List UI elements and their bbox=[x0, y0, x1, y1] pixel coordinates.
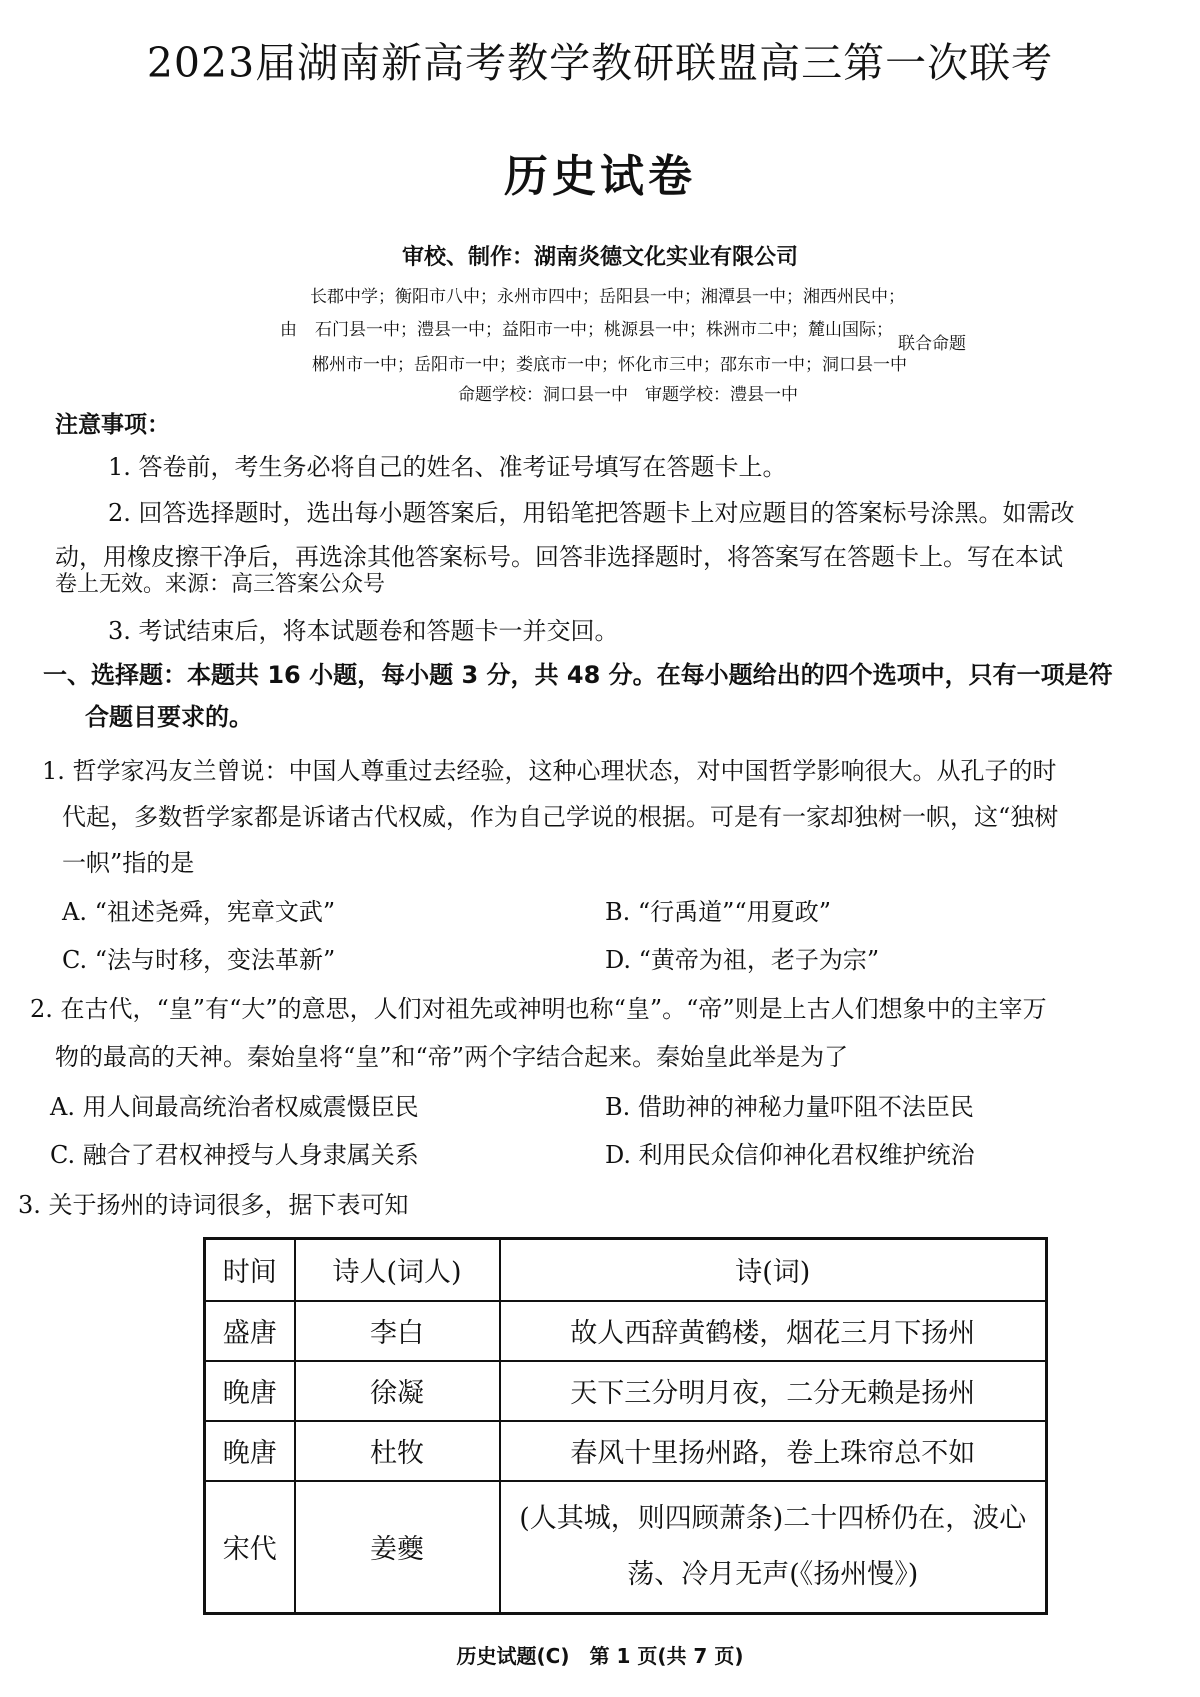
q1-option-a: A. “祖述尧舜，宪章文武” bbox=[62, 898, 336, 926]
table-row bbox=[205, 1421, 1047, 1481]
table-cell-era: 盛唐 bbox=[205, 1301, 295, 1361]
q3-stem: 3. 关于扬州的诗词很多，据下表可知 bbox=[18, 1191, 409, 1219]
note-line-3: 动，用橡皮擦干净后，再选涂其他答案标号。回答非选择题时，将答案写在答题卡上。写在本试 bbox=[55, 543, 1063, 571]
note-line-2: 2. 回答选择题时，选出每小题答案后，用铅笔把答题卡上对应题目的答案标号涂黑。如需改 bbox=[108, 499, 1075, 527]
q2-stem-line-2: 物的最高的天神。秦始皇将“皇”和“帝”两个字结合起来。秦始皇此举是为了 bbox=[55, 1043, 849, 1071]
section-heading-line-1: 一、选择题：本题共 16 小题，每小题 3 分，共 48 分。在每小题给出的四个选项中，只有一项是符 bbox=[43, 661, 1113, 689]
school-line-3: 郴州市一中；岳阳市一中；娄底市一中；怀化市三中；邵东市一中；洞口县一中 bbox=[312, 355, 907, 375]
q1-stem-line-2: 代起，多数哲学家都是诉诸古代权威，作为自己学说的根据。可是有一家却独树一帜，这“独树 bbox=[62, 803, 1059, 831]
q1-option-d: D. “黄帝为祖，老子为宗” bbox=[605, 946, 880, 974]
setter-line: 命题学校：洞口县一中 审题学校：澧县一中 bbox=[458, 385, 798, 405]
q1-option-b: B. “行禹道”“用夏政” bbox=[605, 898, 831, 926]
page-footer: 历史试题(C) 第 1 页(共 7 页) bbox=[456, 1644, 744, 1668]
q2-option-d: D. 利用民众信仰神化君权维护统治 bbox=[605, 1141, 975, 1169]
school-line-1: 长郡中学；衡阳市八中；永州市四中；岳阳县一中；湘潭县一中；湘西州民中； bbox=[310, 287, 905, 307]
table-cell-era: 宋代 bbox=[205, 1481, 295, 1614]
table-cell-poem: (人其城，则四顾萧条)二十四桥仍在，波心荡、冷月无声(《扬州慢》) bbox=[500, 1481, 1047, 1614]
section-heading-line-2: 合题目要求的。 bbox=[85, 703, 253, 731]
table-header-cell: 时间 bbox=[205, 1239, 295, 1301]
note-line-4: 卷上无效。来源：高三答案公众号 bbox=[55, 572, 386, 597]
table-cell-poet: 徐凝 bbox=[295, 1361, 500, 1421]
note-line-1: 1. 答卷前，考生务必将自己的姓名、准考证号填写在答题卡上。 bbox=[108, 453, 787, 481]
exam-title: 2023届湖南新高考教学教研联盟高三第一次联考 bbox=[146, 39, 1054, 87]
table-row bbox=[205, 1361, 1047, 1421]
table-header-row bbox=[205, 1239, 1047, 1301]
school-line-2: 石门县一中；澧县一中；益阳市一中；桃源县一中；株洲市二中；麓山国际； bbox=[315, 320, 893, 340]
school-prefix: 由 bbox=[280, 320, 297, 340]
q2-option-b: B. 借助神的神秘力量吓阻不法臣民 bbox=[605, 1093, 974, 1121]
table-cell-poet: 姜夔 bbox=[295, 1481, 500, 1614]
table-row bbox=[205, 1481, 1047, 1614]
table-header-cell: 诗人(词人) bbox=[295, 1239, 500, 1301]
q3-poem-table bbox=[203, 1237, 1048, 1615]
q2-option-a: A. 用人间最高统治者权威震慑臣民 bbox=[50, 1093, 419, 1121]
q1-stem-line-3: 一帜”指的是 bbox=[62, 849, 195, 877]
producer-line: 审校、制作：湖南炎德文化实业有限公司 bbox=[401, 245, 798, 270]
table-cell-poet: 杜牧 bbox=[295, 1421, 500, 1481]
school-suffix: 联合命题 bbox=[898, 334, 966, 354]
q2-stem-line-1: 2. 在古代，“皇”有“大”的意思，人们对祖先或神明也称“皇”。“帝”则是上古人们想象中的主宰万 bbox=[30, 995, 1047, 1023]
subject-title: 历史试卷 bbox=[504, 151, 696, 202]
q1-stem-line-1: 1. 哲学家冯友兰曾说：中国人尊重过去经验，这种心理状态，对中国哲学影响很大。从孔子的时 bbox=[42, 757, 1057, 785]
note-line-5: 3. 考试结束后，将本试题卷和答题卡一并交回。 bbox=[108, 617, 619, 645]
q2-option-c: C. 融合了君权神授与人身隶属关系 bbox=[50, 1141, 419, 1169]
table-header-cell: 诗(词) bbox=[500, 1239, 1047, 1301]
table-cell-poem: 天下三分明月夜，二分无赖是扬州 bbox=[500, 1361, 1047, 1421]
q1-option-c: C. “法与时移，变法革新” bbox=[62, 946, 336, 974]
notes-heading: 注意事项： bbox=[55, 412, 170, 438]
table-cell-poem: 春风十里扬州路，卷上珠帘总不如 bbox=[500, 1421, 1047, 1481]
table-row bbox=[205, 1301, 1047, 1361]
q3-poem-table-wrapper bbox=[203, 1237, 1045, 1612]
table-cell-era: 晚唐 bbox=[205, 1421, 295, 1481]
table-cell-poem: 故人西辞黄鹤楼，烟花三月下扬州 bbox=[500, 1301, 1047, 1361]
table-cell-era: 晚唐 bbox=[205, 1361, 295, 1421]
table-cell-poet: 李白 bbox=[295, 1301, 500, 1361]
